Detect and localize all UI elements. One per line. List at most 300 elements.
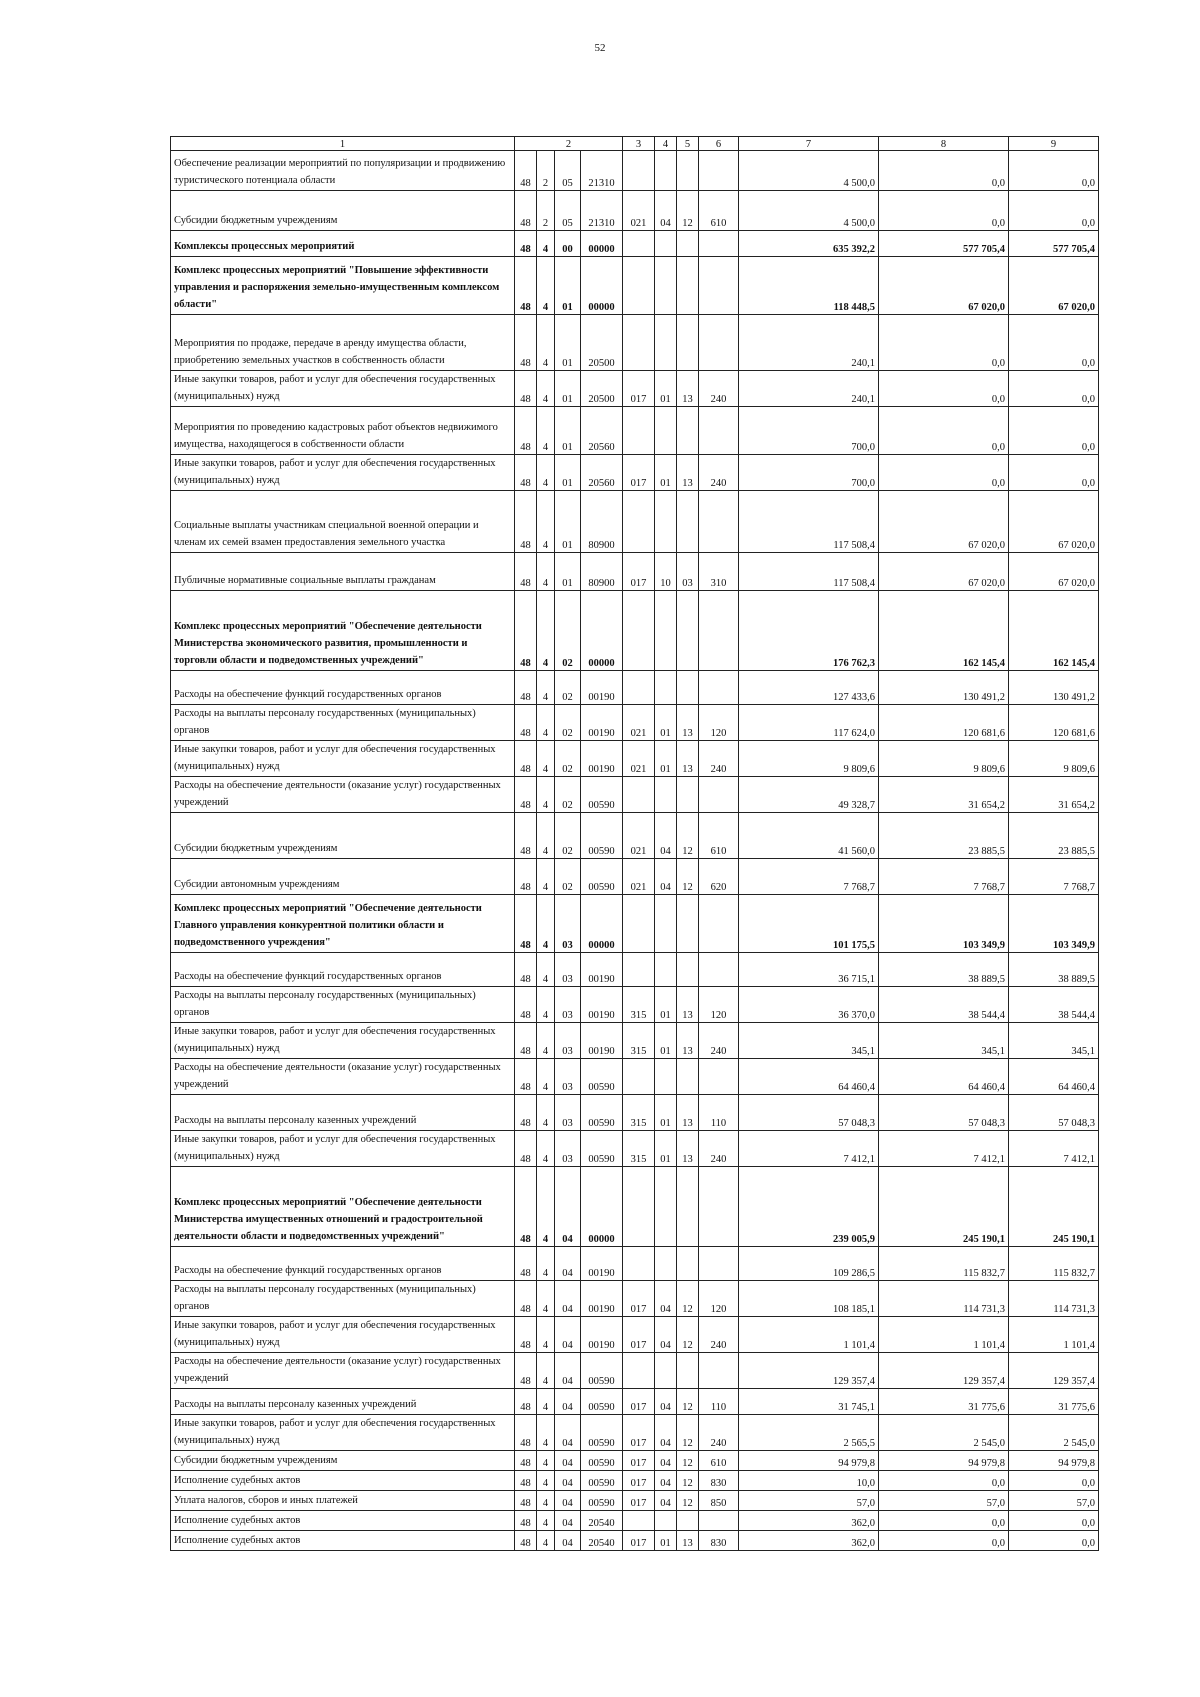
cell-c8: 345,1 (879, 1023, 1009, 1059)
cell-c8: 0,0 (879, 315, 1009, 371)
row-name-cell: Иные закупки товаров, работ и услуг для обеспечения государственных (муниципальных) нужд (171, 1317, 515, 1353)
cell-c7: 1 101,4 (739, 1317, 879, 1353)
row-name-cell: Расходы на выплаты персоналу государственных (муниципальных) органов (171, 987, 515, 1023)
cell-c2a: 48 (515, 257, 537, 315)
column-header: 8 (879, 137, 1009, 151)
cell-c3: 017 (623, 371, 655, 407)
cell-c2a: 48 (515, 1471, 537, 1491)
row-name-cell: Социальные выплаты участникам специальной военной операции и членам их семей взамен предоставления земельного участка (171, 491, 515, 553)
cell-c7: 127 433,6 (739, 671, 879, 705)
cell-c2d: 00590 (581, 1415, 623, 1451)
cell-c6: 240 (699, 455, 739, 491)
cell-c4: 01 (655, 1131, 677, 1167)
cell-c9: 0,0 (1009, 315, 1099, 371)
cell-c2c: 04 (555, 1167, 581, 1247)
cell-c5: 12 (677, 1471, 699, 1491)
cell-c9: 129 357,4 (1009, 1353, 1099, 1389)
cell-c2b: 4 (537, 859, 555, 895)
cell-c9: 67 020,0 (1009, 257, 1099, 315)
cell-c8: 1 101,4 (879, 1317, 1009, 1353)
cell-c5: 12 (677, 859, 699, 895)
table-row (171, 591, 1099, 671)
column-header: 1 (171, 137, 515, 151)
cell-c3: 021 (623, 813, 655, 859)
cell-c5: 12 (677, 1451, 699, 1471)
cell-c2b: 4 (537, 1511, 555, 1531)
cell-c2c: 03 (555, 1023, 581, 1059)
cell-c4 (655, 671, 677, 705)
cell-c2c: 04 (555, 1531, 581, 1551)
cell-c2a: 48 (515, 895, 537, 953)
cell-c2d: 00590 (581, 1059, 623, 1095)
cell-c7: 7 412,1 (739, 1131, 879, 1167)
cell-c5 (677, 1353, 699, 1389)
cell-c7: 635 392,2 (739, 231, 879, 257)
cell-c8: 162 145,4 (879, 591, 1009, 671)
cell-c2d: 00000 (581, 257, 623, 315)
cell-c2d: 00590 (581, 1131, 623, 1167)
cell-c2d: 80900 (581, 553, 623, 591)
table-row (171, 1317, 1099, 1353)
cell-c4 (655, 777, 677, 813)
cell-c8: 245 190,1 (879, 1167, 1009, 1247)
row-name-cell: Расходы на выплаты персоналу государственных (муниципальных) органов (171, 705, 515, 741)
table-row (171, 1491, 1099, 1511)
cell-c3: 315 (623, 1023, 655, 1059)
row-name-cell: Исполнение судебных актов (171, 1471, 515, 1491)
cell-c9: 130 491,2 (1009, 671, 1099, 705)
cell-c9: 57,0 (1009, 1491, 1099, 1511)
cell-c6: 610 (699, 813, 739, 859)
cell-c4 (655, 591, 677, 671)
cell-c2a: 48 (515, 1059, 537, 1095)
cell-c2b: 4 (537, 953, 555, 987)
cell-c7: 36 715,1 (739, 953, 879, 987)
cell-c2b: 4 (537, 371, 555, 407)
cell-c2b: 4 (537, 671, 555, 705)
cell-c9: 0,0 (1009, 455, 1099, 491)
cell-c2d: 00590 (581, 813, 623, 859)
cell-c2c: 04 (555, 1353, 581, 1389)
cell-c2b: 4 (537, 1353, 555, 1389)
cell-c4: 04 (655, 813, 677, 859)
cell-c9: 38 544,4 (1009, 987, 1099, 1023)
cell-c2d: 00590 (581, 1389, 623, 1415)
cell-c2d: 20500 (581, 371, 623, 407)
cell-c2a: 48 (515, 553, 537, 591)
cell-c9: 162 145,4 (1009, 591, 1099, 671)
table-row (171, 1451, 1099, 1471)
cell-c9: 0,0 (1009, 191, 1099, 231)
cell-c5: 12 (677, 813, 699, 859)
cell-c4 (655, 1353, 677, 1389)
table-row (171, 987, 1099, 1023)
cell-c2a: 48 (515, 741, 537, 777)
row-name-cell: Расходы на обеспечение функций государственных органов (171, 671, 515, 705)
cell-c8: 114 731,3 (879, 1281, 1009, 1317)
cell-c7: 4 500,0 (739, 191, 879, 231)
row-name-cell: Иные закупки товаров, работ и услуг для обеспечения государственных (муниципальных) нужд (171, 1415, 515, 1451)
column-header: 6 (699, 137, 739, 151)
cell-c2c: 02 (555, 813, 581, 859)
table-row (171, 1059, 1099, 1095)
cell-c6 (699, 315, 739, 371)
cell-c2d: 00190 (581, 987, 623, 1023)
cell-c2c: 02 (555, 859, 581, 895)
cell-c2a: 48 (515, 1095, 537, 1131)
cell-c8: 129 357,4 (879, 1353, 1009, 1389)
page-number: 52 (594, 42, 606, 54)
table-row (171, 553, 1099, 591)
cell-c6: 610 (699, 1451, 739, 1471)
cell-c2a: 48 (515, 191, 537, 231)
cell-c7: 700,0 (739, 455, 879, 491)
cell-c3: 017 (623, 1491, 655, 1511)
cell-c2a: 48 (515, 1353, 537, 1389)
cell-c6 (699, 777, 739, 813)
cell-c2b: 4 (537, 1451, 555, 1471)
cell-c7: 2 565,5 (739, 1415, 879, 1451)
cell-c9: 7 412,1 (1009, 1131, 1099, 1167)
cell-c2a: 48 (515, 151, 537, 191)
cell-c6 (699, 1353, 739, 1389)
cell-c2b: 2 (537, 151, 555, 191)
cell-c5 (677, 315, 699, 371)
cell-c9: 103 349,9 (1009, 895, 1099, 953)
cell-c3: 017 (623, 1531, 655, 1551)
cell-c2d: 21310 (581, 151, 623, 191)
table-row (171, 1511, 1099, 1531)
row-name-cell: Иные закупки товаров, работ и услуг для обеспечения государственных (муниципальных) нужд (171, 455, 515, 491)
cell-c6: 120 (699, 1281, 739, 1317)
cell-c7: 36 370,0 (739, 987, 879, 1023)
cell-c3: 315 (623, 1095, 655, 1131)
cell-c9: 31 775,6 (1009, 1389, 1099, 1415)
cell-c7: 9 809,6 (739, 741, 879, 777)
cell-c5: 13 (677, 1531, 699, 1551)
cell-c9: 23 885,5 (1009, 813, 1099, 859)
cell-c2b: 4 (537, 705, 555, 741)
cell-c3: 017 (623, 455, 655, 491)
cell-c6: 120 (699, 987, 739, 1023)
cell-c6 (699, 491, 739, 553)
cell-c2c: 01 (555, 407, 581, 455)
cell-c4: 04 (655, 1491, 677, 1511)
row-name-cell: Исполнение судебных актов (171, 1531, 515, 1551)
cell-c6: 610 (699, 191, 739, 231)
cell-c2d: 00190 (581, 1281, 623, 1317)
table-row (171, 1281, 1099, 1317)
cell-c9: 7 768,7 (1009, 859, 1099, 895)
cell-c8: 57,0 (879, 1491, 1009, 1511)
cell-c4 (655, 257, 677, 315)
cell-c2c: 03 (555, 987, 581, 1023)
table-row (171, 1471, 1099, 1491)
cell-c2a: 48 (515, 777, 537, 813)
cell-c4: 01 (655, 1531, 677, 1551)
cell-c9: 64 460,4 (1009, 1059, 1099, 1095)
cell-c2c: 01 (555, 257, 581, 315)
cell-c7: 117 508,4 (739, 553, 879, 591)
cell-c2d: 00590 (581, 777, 623, 813)
cell-c5: 13 (677, 1023, 699, 1059)
cell-c6 (699, 671, 739, 705)
cell-c2d: 00190 (581, 1317, 623, 1353)
cell-c9: 9 809,6 (1009, 741, 1099, 777)
cell-c3: 021 (623, 191, 655, 231)
cell-c7: 240,1 (739, 371, 879, 407)
cell-c9: 0,0 (1009, 407, 1099, 455)
row-name-cell: Комплекс процессных мероприятий "Обеспечение деятельности Министерства экономического развития, промышленности и торговли области и подведомственных учреждений" (171, 591, 515, 671)
cell-c7: 108 185,1 (739, 1281, 879, 1317)
cell-c7: 31 745,1 (739, 1389, 879, 1415)
cell-c5 (677, 895, 699, 953)
cell-c3: 017 (623, 1281, 655, 1317)
row-name-cell: Субсидии бюджетным учреждениям (171, 191, 515, 231)
cell-c5: 13 (677, 741, 699, 777)
cell-c2d: 00190 (581, 741, 623, 777)
cell-c6: 240 (699, 1317, 739, 1353)
cell-c6 (699, 1059, 739, 1095)
cell-c2b: 4 (537, 455, 555, 491)
cell-c2c: 04 (555, 1471, 581, 1491)
cell-c9: 345,1 (1009, 1023, 1099, 1059)
cell-c2a: 48 (515, 1131, 537, 1167)
cell-c2a: 48 (515, 987, 537, 1023)
row-name-cell: Комплексы процессных мероприятий (171, 231, 515, 257)
cell-c2c: 03 (555, 895, 581, 953)
cell-c7: 7 768,7 (739, 859, 879, 895)
row-name-cell: Субсидии бюджетным учреждениям (171, 813, 515, 859)
row-name-cell: Расходы на обеспечение функций государственных органов (171, 953, 515, 987)
row-name-cell: Расходы на выплаты персоналу казенных учреждений (171, 1095, 515, 1131)
cell-c9: 2 545,0 (1009, 1415, 1099, 1451)
row-name-cell: Иные закупки товаров, работ и услуг для обеспечения государственных (муниципальных) нужд (171, 1131, 515, 1167)
cell-c2b: 4 (537, 1059, 555, 1095)
cell-c2b: 4 (537, 1471, 555, 1491)
cell-c9: 0,0 (1009, 1511, 1099, 1531)
cell-c9: 245 190,1 (1009, 1167, 1099, 1247)
cell-c8: 31 775,6 (879, 1389, 1009, 1415)
cell-c2c: 05 (555, 191, 581, 231)
cell-c5 (677, 1059, 699, 1095)
cell-c4 (655, 1059, 677, 1095)
table-row (171, 1131, 1099, 1167)
cell-c8: 0,0 (879, 371, 1009, 407)
cell-c2a: 48 (515, 671, 537, 705)
cell-c7: 362,0 (739, 1531, 879, 1551)
cell-c9: 38 889,5 (1009, 953, 1099, 987)
cell-c5: 12 (677, 1415, 699, 1451)
cell-c4 (655, 151, 677, 191)
cell-c3: 017 (623, 553, 655, 591)
cell-c3 (623, 231, 655, 257)
cell-c5 (677, 1167, 699, 1247)
cell-c5 (677, 257, 699, 315)
cell-c8: 2 545,0 (879, 1415, 1009, 1451)
cell-c2b: 4 (537, 231, 555, 257)
cell-c7: 49 328,7 (739, 777, 879, 813)
cell-c6 (699, 591, 739, 671)
cell-c4: 10 (655, 553, 677, 591)
cell-c2d: 00190 (581, 953, 623, 987)
cell-c2d: 00590 (581, 1095, 623, 1131)
cell-c3: 017 (623, 1415, 655, 1451)
cell-c5 (677, 1247, 699, 1281)
cell-c2a: 48 (515, 813, 537, 859)
cell-c3 (623, 591, 655, 671)
table-row (171, 895, 1099, 953)
cell-c3 (623, 1247, 655, 1281)
row-name-cell: Комплекс процессных мероприятий "Повышение эффективности управления и распоряжения земельно-имущественным комплексом области" (171, 257, 515, 315)
cell-c4: 04 (655, 1415, 677, 1451)
cell-c2a: 48 (515, 1531, 537, 1551)
cell-c8: 31 654,2 (879, 777, 1009, 813)
cell-c8: 103 349,9 (879, 895, 1009, 953)
row-name-cell: Мероприятия по проведению кадастровых работ объектов недвижимого имущества, находящегося в собственности области (171, 407, 515, 455)
cell-c5: 13 (677, 1095, 699, 1131)
cell-c7: 57,0 (739, 1491, 879, 1511)
cell-c2b: 4 (537, 1131, 555, 1167)
cell-c2c: 02 (555, 741, 581, 777)
cell-c6: 240 (699, 371, 739, 407)
row-name-cell: Исполнение судебных актов (171, 1511, 515, 1531)
cell-c2d: 00190 (581, 1247, 623, 1281)
cell-c4 (655, 231, 677, 257)
cell-c2a: 48 (515, 1491, 537, 1511)
cell-c2c: 02 (555, 671, 581, 705)
row-name-cell: Расходы на обеспечение деятельности (оказание услуг) государственных учреждений (171, 1059, 515, 1095)
cell-c2d: 00190 (581, 1023, 623, 1059)
cell-c2c: 02 (555, 777, 581, 813)
cell-c3: 315 (623, 987, 655, 1023)
column-header: 9 (1009, 137, 1099, 151)
table-row (171, 777, 1099, 813)
cell-c9: 114 731,3 (1009, 1281, 1099, 1317)
cell-c7: 57 048,3 (739, 1095, 879, 1131)
cell-c3 (623, 151, 655, 191)
cell-c2d: 80900 (581, 491, 623, 553)
cell-c3 (623, 407, 655, 455)
cell-c7: 345,1 (739, 1023, 879, 1059)
cell-c9: 0,0 (1009, 151, 1099, 191)
cell-c5: 12 (677, 1389, 699, 1415)
cell-c6: 110 (699, 1389, 739, 1415)
cell-c6 (699, 257, 739, 315)
cell-c3 (623, 1059, 655, 1095)
cell-c4 (655, 1167, 677, 1247)
table-row (171, 371, 1099, 407)
cell-c2a: 48 (515, 705, 537, 741)
cell-c6 (699, 231, 739, 257)
cell-c5 (677, 591, 699, 671)
table-row (171, 1167, 1099, 1247)
cell-c6: 240 (699, 1415, 739, 1451)
cell-c8: 577 705,4 (879, 231, 1009, 257)
cell-c2a: 48 (515, 953, 537, 987)
cell-c5 (677, 491, 699, 553)
cell-c2b: 4 (537, 1415, 555, 1451)
cell-c2c: 02 (555, 705, 581, 741)
cell-c4: 01 (655, 705, 677, 741)
cell-c2b: 4 (537, 553, 555, 591)
cell-c4: 04 (655, 859, 677, 895)
cell-c3 (623, 257, 655, 315)
cell-c2b: 4 (537, 315, 555, 371)
cell-c4: 01 (655, 741, 677, 777)
cell-c8: 0,0 (879, 151, 1009, 191)
cell-c6: 240 (699, 741, 739, 777)
table-row (171, 813, 1099, 859)
cell-c2c: 04 (555, 1247, 581, 1281)
cell-c3 (623, 1353, 655, 1389)
cell-c6: 240 (699, 1023, 739, 1059)
cell-c2a: 48 (515, 407, 537, 455)
cell-c9: 0,0 (1009, 371, 1099, 407)
cell-c8: 115 832,7 (879, 1247, 1009, 1281)
cell-c2c: 04 (555, 1511, 581, 1531)
cell-c2a: 48 (515, 371, 537, 407)
budget-table (170, 136, 1099, 1551)
cell-c8: 7 412,1 (879, 1131, 1009, 1167)
column-header: 3 (623, 137, 655, 151)
cell-c5 (677, 151, 699, 191)
cell-c2b: 4 (537, 1023, 555, 1059)
cell-c8: 64 460,4 (879, 1059, 1009, 1095)
row-name-cell: Обеспечение реализации мероприятий по популяризации и продвижению туристического потенциала области (171, 151, 515, 191)
cell-c2d: 00000 (581, 591, 623, 671)
cell-c7: 64 460,4 (739, 1059, 879, 1095)
cell-c8: 120 681,6 (879, 705, 1009, 741)
cell-c2a: 48 (515, 1415, 537, 1451)
cell-c2b: 4 (537, 813, 555, 859)
cell-c2c: 01 (555, 553, 581, 591)
cell-c6 (699, 1167, 739, 1247)
cell-c5: 13 (677, 1131, 699, 1167)
cell-c2d: 00590 (581, 859, 623, 895)
cell-c9: 94 979,8 (1009, 1451, 1099, 1471)
column-header: 7 (739, 137, 879, 151)
cell-c2c: 02 (555, 591, 581, 671)
cell-c6 (699, 895, 739, 953)
cell-c4 (655, 1247, 677, 1281)
table-body (171, 151, 1099, 1551)
cell-c2b: 4 (537, 1095, 555, 1131)
cell-c2b: 4 (537, 777, 555, 813)
row-name-cell: Расходы на выплаты персоналу государственных (муниципальных) органов (171, 1281, 515, 1317)
cell-c9: 0,0 (1009, 1471, 1099, 1491)
cell-c2b: 4 (537, 1317, 555, 1353)
cell-c2b: 2 (537, 191, 555, 231)
cell-c4: 04 (655, 191, 677, 231)
column-header: 5 (677, 137, 699, 151)
row-name-cell: Иные закупки товаров, работ и услуг для обеспечения государственных (муниципальных) нужд (171, 741, 515, 777)
cell-c3 (623, 1511, 655, 1531)
cell-c2c: 04 (555, 1415, 581, 1451)
cell-c2a: 48 (515, 591, 537, 671)
cell-c8: 7 768,7 (879, 859, 1009, 895)
cell-c5: 13 (677, 371, 699, 407)
cell-c4 (655, 315, 677, 371)
cell-c6: 850 (699, 1491, 739, 1511)
cell-c8: 38 544,4 (879, 987, 1009, 1023)
cell-c5: 12 (677, 191, 699, 231)
cell-c2b: 4 (537, 257, 555, 315)
cell-c9: 115 832,7 (1009, 1247, 1099, 1281)
cell-c5: 12 (677, 1281, 699, 1317)
table-row (171, 315, 1099, 371)
cell-c5: 13 (677, 455, 699, 491)
